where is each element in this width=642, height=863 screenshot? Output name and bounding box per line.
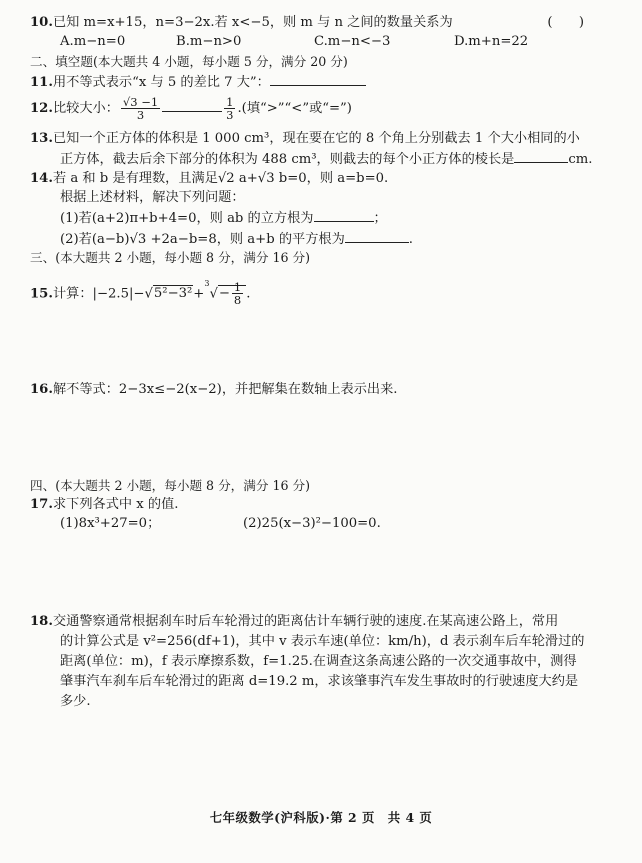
plus-sign: + — [193, 286, 205, 302]
question-text: 用不等式表示“x 与 5 的差比 7 大”： — [52, 75, 270, 90]
question-18-line-1 — [30, 613, 620, 630]
question-number: 11. — [30, 75, 53, 90]
question-number: 15. — [30, 286, 53, 302]
fraction-1 — [121, 96, 160, 121]
question-11 — [30, 72, 620, 91]
fraction-denominator: 8 — [233, 293, 242, 308]
question-18-line-5: 多少. — [60, 694, 91, 709]
sub-question-2: (2)25(x−3)²−100=0. — [243, 516, 381, 531]
sub-question-text: (1)若(a+2)π+b+4=0，则 ab 的立方根为 — [60, 211, 314, 226]
unit: cm. — [568, 152, 593, 167]
answer-blank[interactable] — [514, 149, 568, 163]
question-text: 已知一个正方体的体积是 1 000 cm³，现在要在它的 8 个角上分别截去 1 个大小相同的小 — [52, 131, 580, 146]
option-c: C.m−n<−3 — [314, 34, 391, 49]
question-number: 13. — [30, 131, 53, 146]
fraction-2 — [224, 96, 235, 121]
fraction-1-denominator: 3 — [136, 108, 145, 122]
question-text: 解不等式：2−3x≤−2(x−2)，并把解集在数轴上表示出来. — [52, 382, 398, 397]
question-14-sub-1 — [60, 208, 620, 227]
question-13-line-1 — [30, 130, 620, 147]
question-suffix: .(填“>”“<”或“=”) — [237, 101, 352, 116]
question-15 — [30, 270, 620, 310]
question-text: 正方体，截去后余下部分的体积为 488 cm³，则截去的每个小正方体的棱长是 — [60, 152, 515, 167]
question-13-line-2 — [60, 149, 620, 168]
section-2-heading: 二、填空题(本大题共 4 小题，每小题 5 分，满分 20 分) — [30, 54, 348, 69]
question-10 — [30, 14, 620, 31]
question-text: 已知 m=x+15，n=3−2x.若 x<−5，则 m 与 n 之间的数量关系为 — [52, 15, 453, 30]
page-footer: 七年级数学(沪科版)·第 2 页 共 4 页 — [209, 810, 433, 825]
cube-root-sign: √ — [209, 286, 218, 302]
minus-sign: − — [218, 286, 230, 302]
option-a: A.m−n=0 — [60, 34, 126, 49]
answer-blank[interactable] — [314, 208, 374, 222]
question-17 — [30, 496, 620, 513]
punctuation: ； — [373, 211, 387, 226]
question-14-line-1 — [30, 170, 620, 187]
punctuation: . — [246, 286, 251, 302]
question-prefix: 计算：|−2.5|− — [52, 286, 145, 302]
fraction-2-denominator: 3 — [226, 108, 234, 122]
answer-blank[interactable] — [162, 98, 222, 112]
question-18-line-3: 距离(单位：m)，f 表示摩擦系数，f=1.25.在调查这条高速公路的一次交通事故中，测得 — [60, 654, 577, 669]
fraction-1-numerator: √3 −1 — [122, 95, 159, 109]
option-b: B.m−n>0 — [176, 34, 242, 49]
question-16 — [30, 381, 620, 398]
question-14-sub-2 — [60, 229, 620, 248]
punctuation: . — [408, 232, 413, 247]
question-18-line-2: 的计算公式是 v²=256(df+1)，其中 v 表示车速(单位：km/h)，d 表示刹车后车轮滑过的 — [60, 634, 585, 649]
section-4-heading: 四、(本大题共 2 小题，每小题 8 分，满分 16 分) — [30, 478, 310, 493]
question-text: 交通警察通常根据刹车时后车轮滑过的距离估计车辆行驶的速度.在某高速公路上，常用 — [52, 614, 559, 629]
question-14-line-2: 根据上述材料，解决下列问题： — [60, 190, 245, 205]
option-d: D.m+n=22 — [454, 34, 529, 49]
question-number: 10. — [30, 15, 53, 30]
sub-question-1: (1)8x³+27=0； — [60, 516, 161, 531]
fraction-2-numerator: 1 — [226, 95, 234, 109]
answer-blank[interactable] — [345, 229, 409, 243]
section-3-heading: 三、(本大题共 2 小题，每小题 8 分，满分 16 分) — [30, 250, 310, 265]
question-number: 16. — [30, 382, 53, 397]
answer-parentheses: ( ) — [547, 15, 584, 30]
radicand: 5²−3² — [153, 286, 193, 302]
question-text: 求下列各式中 x 的值. — [52, 497, 179, 512]
sub-question-text: (2)若(a−b)√3 +2a−b=8，则 a+b 的平方根为 — [60, 232, 345, 247]
question-number: 18. — [30, 614, 53, 629]
question-prefix: 比较大小： — [52, 101, 119, 116]
question-number: 17. — [30, 497, 53, 512]
fraction — [232, 281, 243, 306]
question-number: 14. — [30, 171, 53, 186]
cube-root-radicand — [218, 280, 246, 308]
question-12 — [30, 94, 620, 124]
fraction-numerator: 1 — [233, 280, 242, 295]
question-text: 若 a 和 b 是有理数，且满足√2 a+√3 b=0，则 a=b=0. — [52, 171, 389, 186]
answer-blank[interactable] — [270, 72, 366, 86]
question-number: 12. — [30, 101, 53, 116]
sqrt-sign: √ — [144, 286, 153, 302]
question-18-line-4: 肇事汽车刹车后车轮滑过的距离 d=19.2 m，求该肇事汽车发生事故时的行驶速度大约是 — [60, 674, 579, 689]
cube-root-index: 3 — [204, 279, 210, 288]
